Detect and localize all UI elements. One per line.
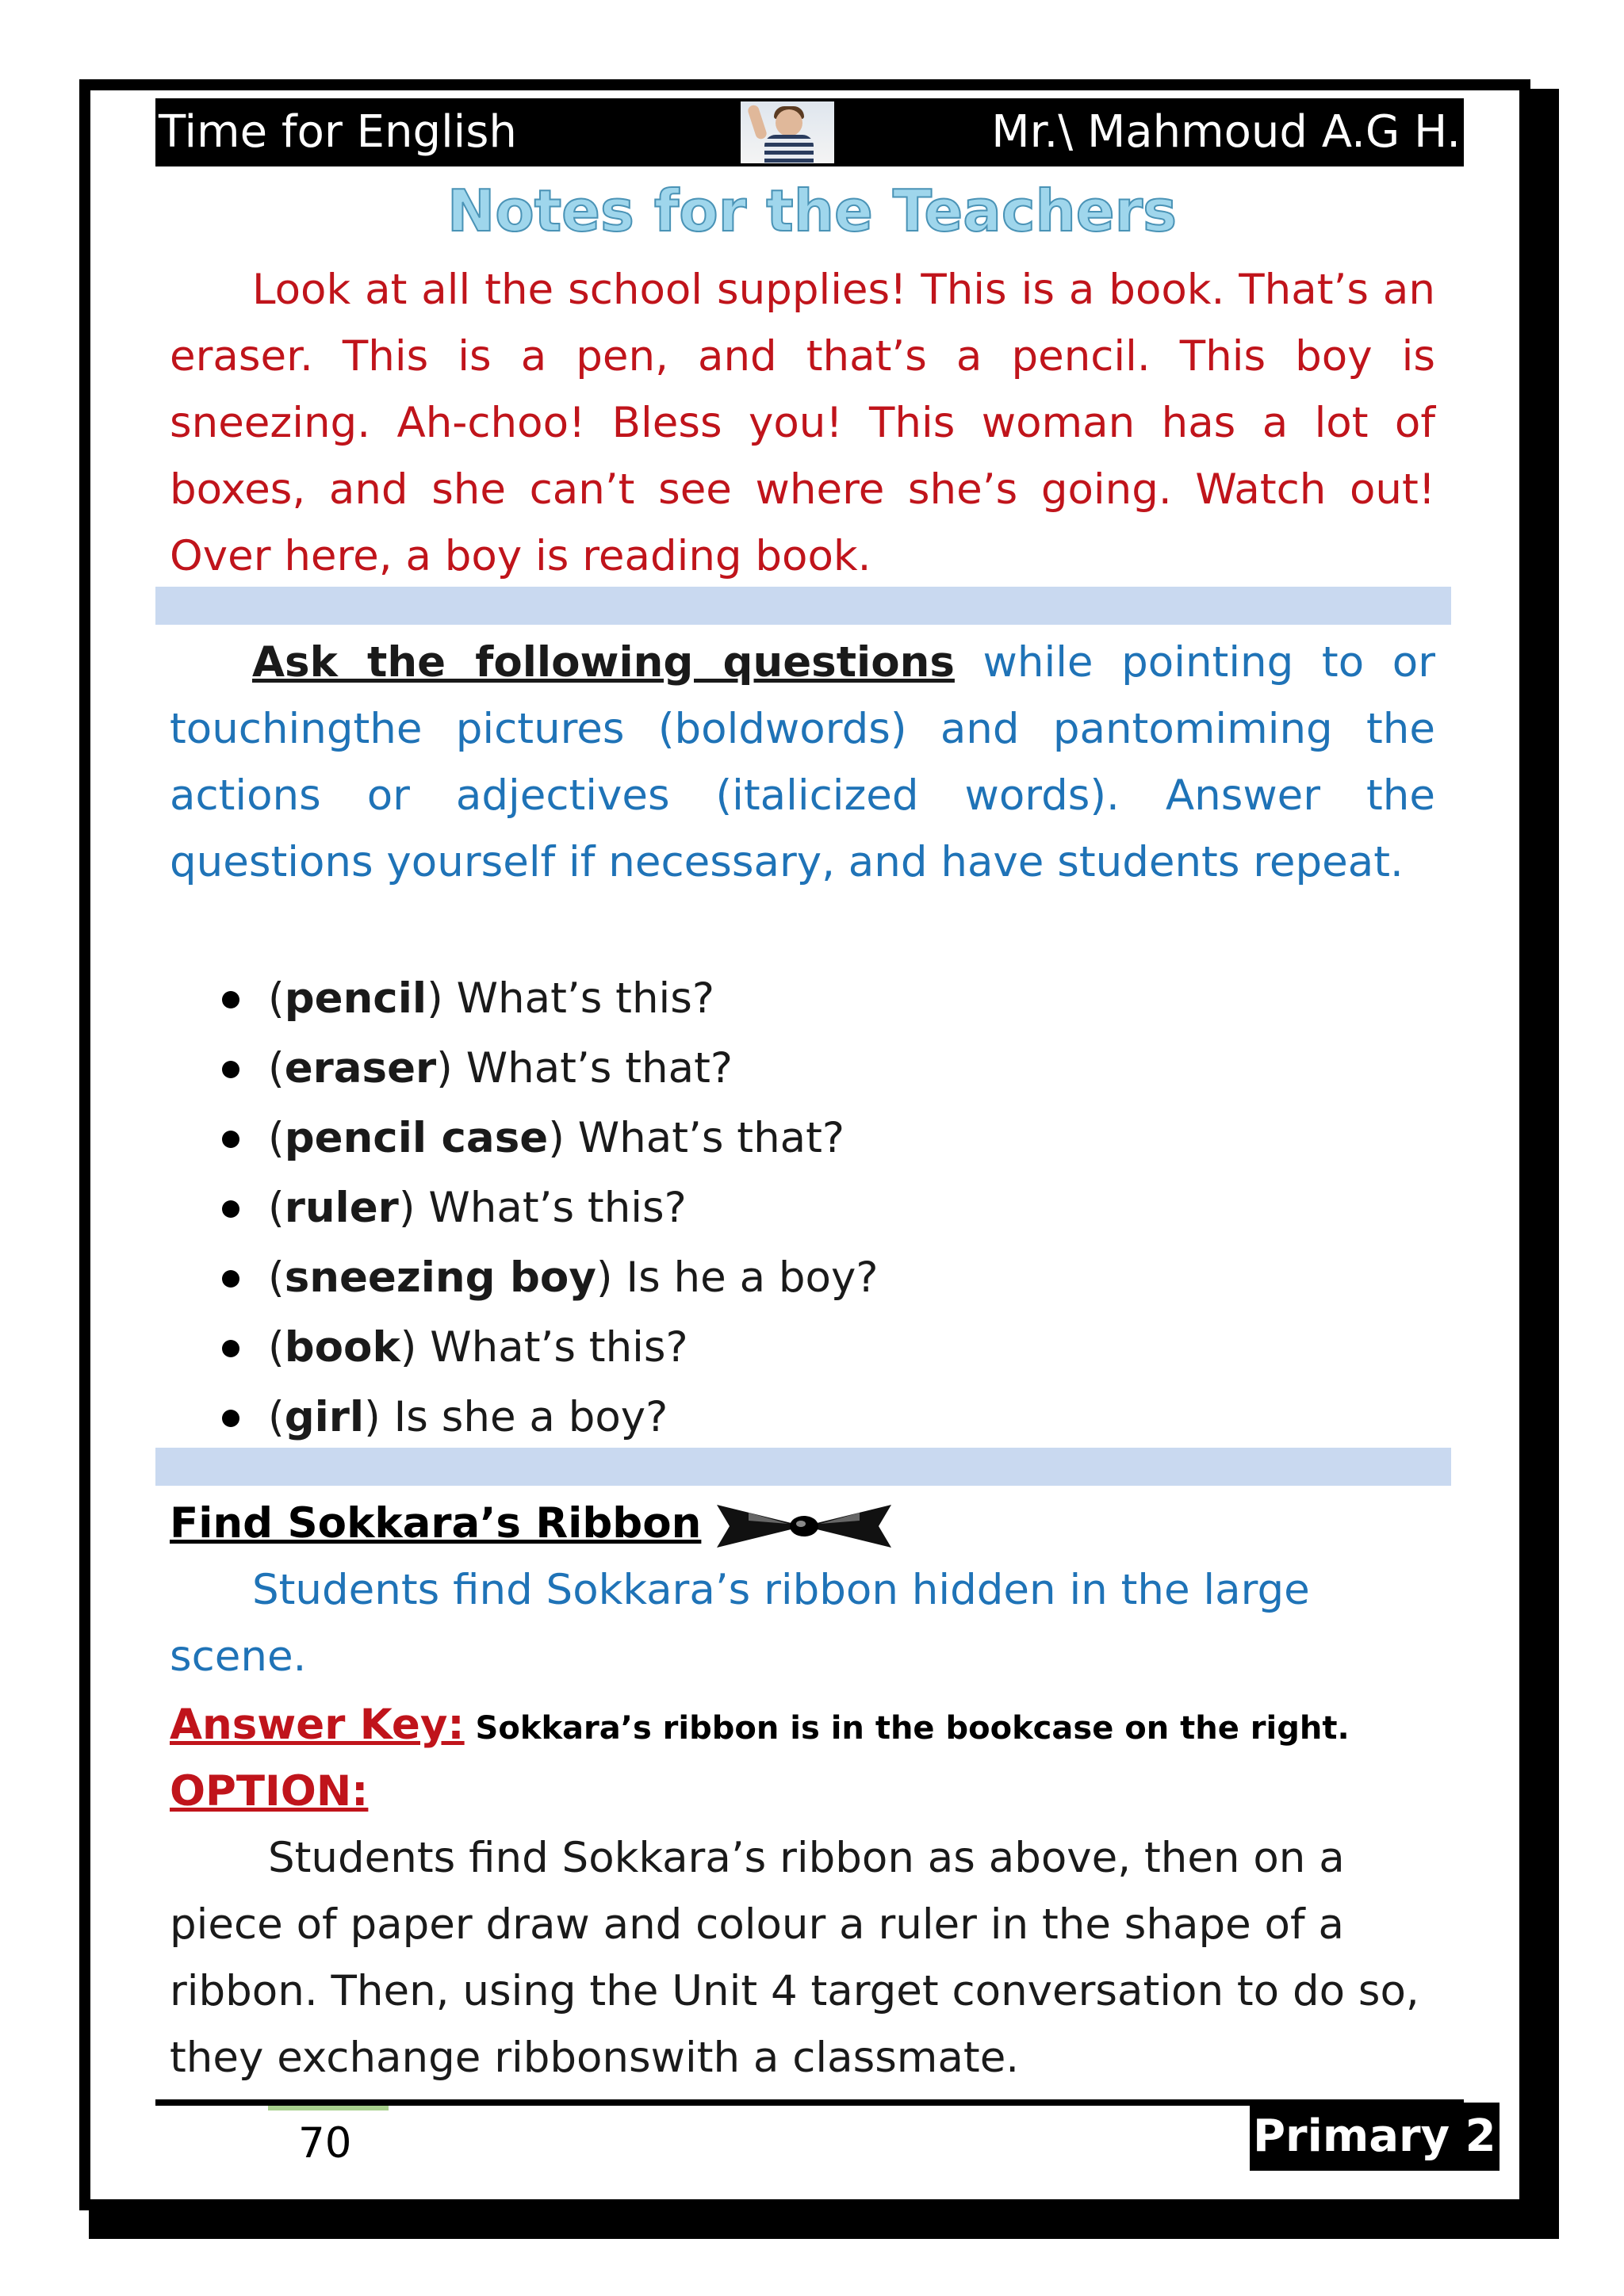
footer-accent [268,2106,389,2110]
ribbon-bow-icon [701,1502,907,1551]
bullet-icon [222,1340,239,1357]
section-divider-band [155,1448,1451,1486]
list-item: (girl) Is she a boy? [222,1383,878,1452]
ask-paragraph [170,629,1435,896]
find-text: Students find Sokkara’s ribbon hidden in the large scene. [170,1566,1310,1681]
section-divider-band [155,587,1451,625]
header-left-title: Time for English [159,106,517,158]
intro-text: Look at all the school supplies! This is a book. That’s an eraser. This is a pen, and that’s a pencil. This boy is sneezing. Ah-choo! Bless you! This woman has a lot of boxes, and she can’t see where she’s going. Watch out! Over here, a boy is reading book. [170,266,1435,580]
option-text: Students find Sokkara’s ribbon as above, then on a piece of paper draw and colour a ruler in the shape of a ribbon. Then, using the Unit 4 target conversation to do so, they exchange ribbonswith a classmate. [170,1834,1419,2082]
boy-waving-photo [741,101,834,163]
list-item: (book) What’s this? [222,1313,878,1383]
ask-text: while pointing to or touchingthe pictures (boldwords) and pantomiming the actions or adjectives (italicized words). Answer the questions yourself if necessary, and have students repeat. [170,638,1435,886]
list-item: (eraser) What’s that? [222,1034,878,1104]
list-item: (pencil) What’s this? [222,964,878,1034]
intro-paragraph [170,257,1435,590]
find-ribbon-heading: Find Sokkara’s Ribbon [170,1499,702,1548]
answer-key-label: Answer Key: [170,1701,465,1749]
bullet-icon [222,1270,239,1288]
list-item: (pencil case) What’s that? [222,1104,878,1173]
find-paragraph [170,1557,1435,1690]
bullet-icon [222,1410,239,1427]
list-item: (sneezing boy) Is he a boy? [222,1243,878,1313]
option-paragraph [170,1825,1435,2091]
bullet-icon [222,991,239,1008]
header-author: Mr.\ Mahmoud A.G H. [991,106,1461,158]
answer-key-text: Sokkara’s ribbon is in the bookcase on the right. [464,1710,1350,1747]
answer-key [170,1692,1350,1768]
option-label: OPTION: [170,1767,369,1816]
bullet-icon [222,1131,239,1148]
level-badge: Primary 2 [1250,2103,1500,2171]
bullet-icon [222,1200,239,1218]
header-bar [155,98,1464,166]
page-number: 70 [298,2119,352,2168]
ask-heading: Ask the following questions [252,638,955,687]
question-list [222,964,878,1452]
list-item: (ruler) What’s this? [222,1173,878,1243]
bullet-icon [222,1061,239,1078]
page-title: Notes for the Teachers [447,178,1177,244]
